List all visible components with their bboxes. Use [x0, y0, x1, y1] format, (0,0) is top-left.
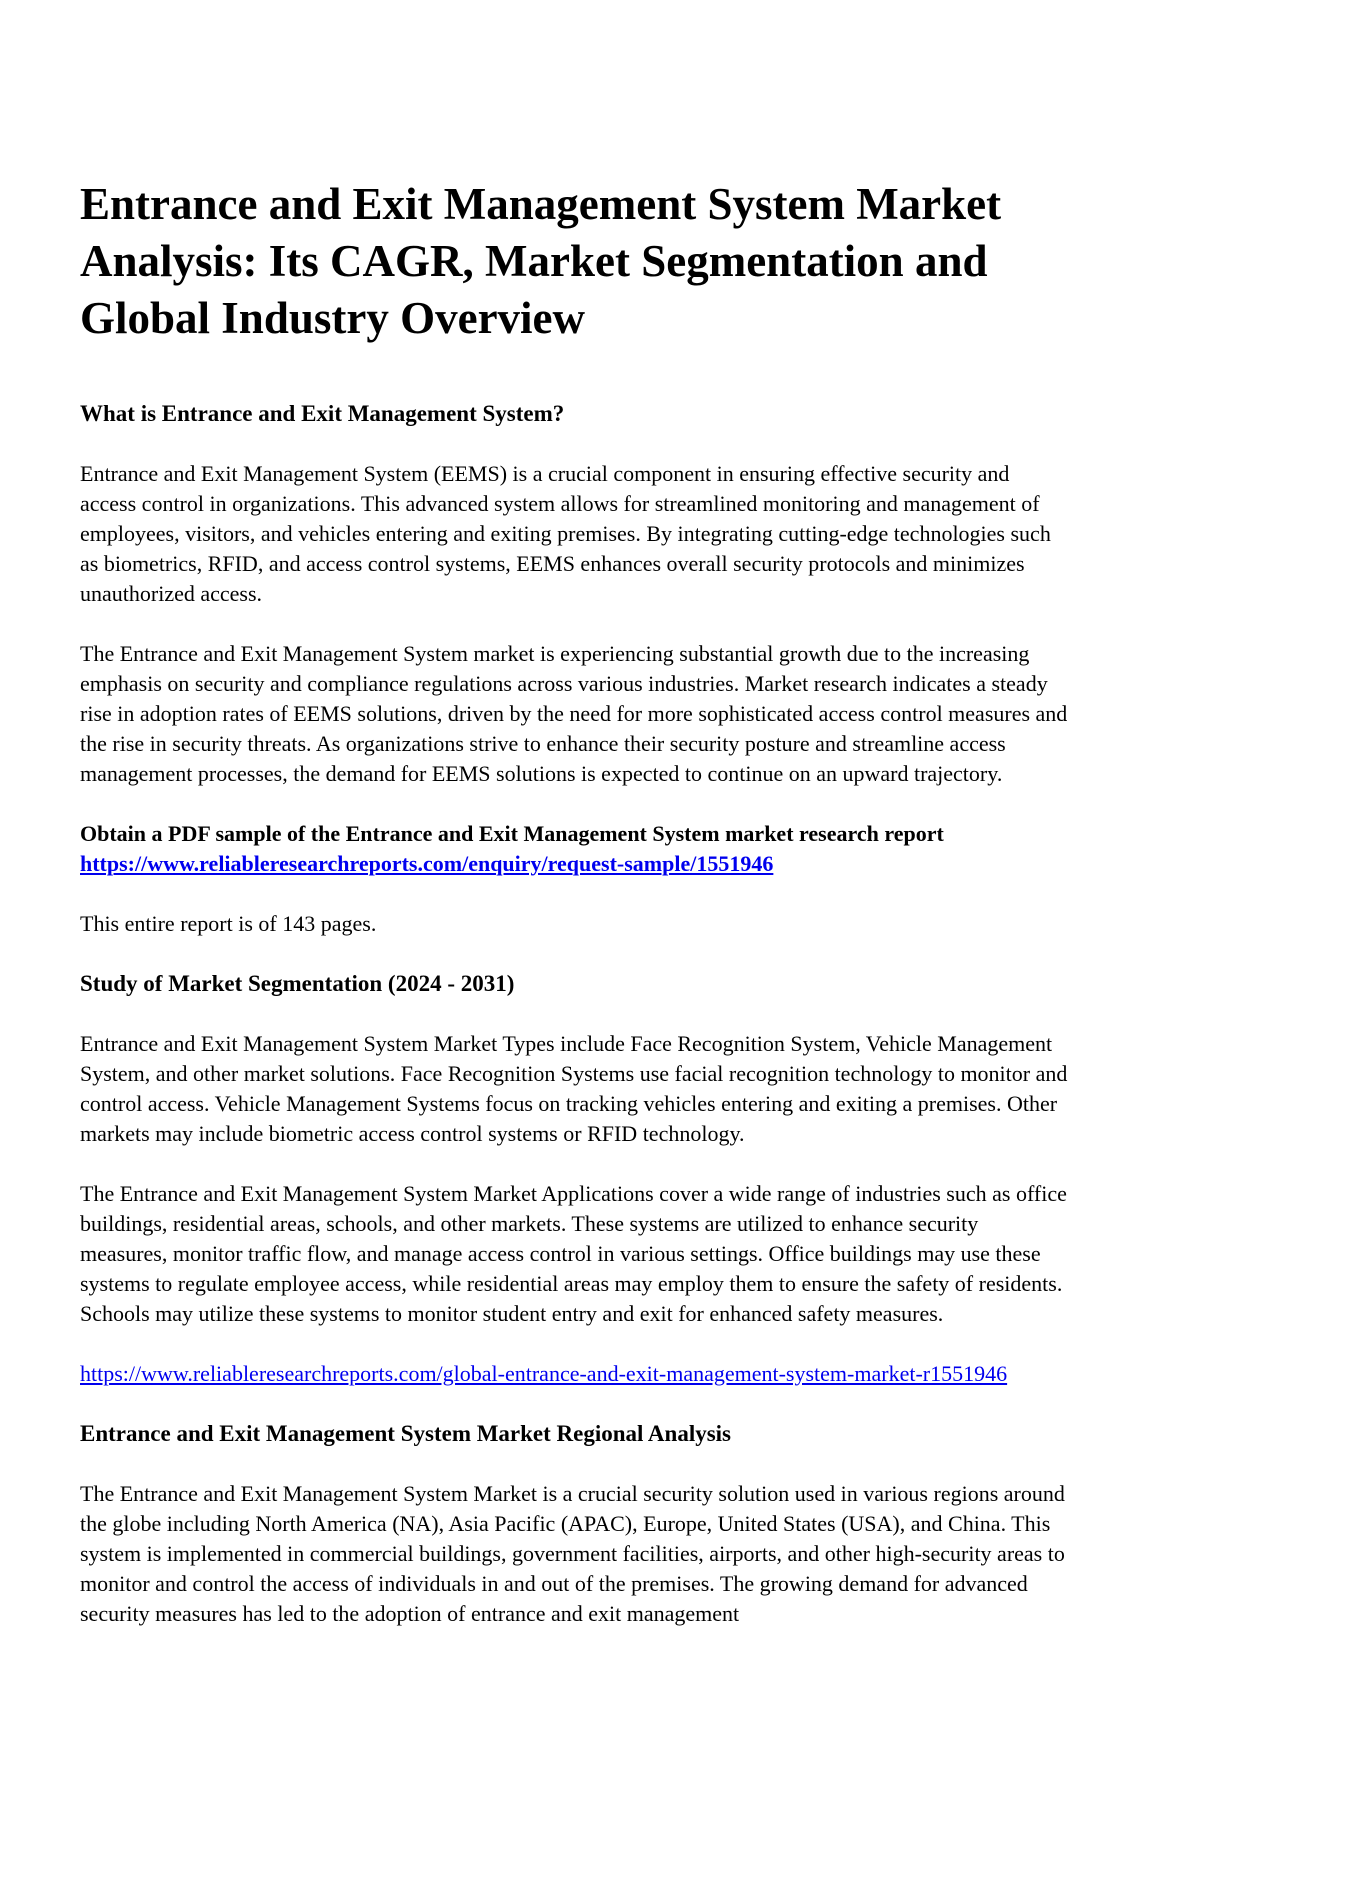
heading-regional: Entrance and Exit Management System Market Regional Analysis — [80, 1421, 732, 1446]
pages-note: This entire report is of 143 pages. — [80, 911, 377, 936]
paragraph-market-growth: The Entrance and Exit Management System market is experiencing substantial growth due to the increasing emphasis on security and compliance regulations across various industries. Market research indicates a steady rise in adoption rates of EEMS solutions, driven by the need for more sophisticated access control measures and the rise in security threats. As organizations strive to enhance their security posture and streamline access management processes, the demand for EEMS solutions is expected to continue on an upward trajectory. — [80, 641, 1068, 786]
report-content — [80, 0, 1070, 1629]
sample-request-link[interactable]: https://www.reliableresearchreports.com/enquiry/request-sample/1551946 — [80, 851, 774, 876]
paragraph-eems-definition: Entrance and Exit Management System (EEMS) is a crucial component in ensuring effective security and access control in organizations. This advanced system allows for streamlined monitoring and management of employees, visitors, and vehicles entering and exiting premises. By integrating cutting-edge technologies such as biometrics, RFID, and access control systems, EEMS enhances overall security protocols and minimizes unauthorized access. — [80, 461, 1051, 606]
paragraph-market-applications: The Entrance and Exit Management System Market Applications cover a wide range of industries such as office buildings, residential areas, schools, and other markets. These systems are utilized to enhance security measures, monitor traffic flow, and manage access control in various settings. Office buildings may use these systems to regulate employee access, while residential areas may employ them to ensure the safety of residents. Schools may utilize these systems to monitor student entry and exit for enhanced safety measures. — [80, 1181, 1067, 1326]
page-title: Entrance and Exit Management System Market Analysis: Its CAGR, Market Segmentation and Global Industry Overview — [80, 179, 1002, 343]
heading-segmentation: Study of Market Segmentation (2024 - 2031) — [80, 971, 515, 996]
sample-cta — [80, 819, 1070, 879]
paragraph-market-types: Entrance and Exit Management System Market Types include Face Recognition System, Vehicle Management System, and other market solutions. Face Recognition Systems use facial recognition technology to monitor and control access. Vehicle Management Systems focus on tracking vehicles entering and exiting a premises. Other markets may include biometric access control systems or RFID technology. — [80, 1031, 1068, 1146]
paragraph-regional: The Entrance and Exit Management System Market is a crucial security solution used in various regions around the globe including North America (NA), Asia Pacific (APAC), Europe, United States (USA), and China. This system is implemented in commercial buildings, government facilities, airports, and other high-security areas to monitor and control the access of individuals in and out of the premises. The growing demand for advanced security measures has led to the adoption of entrance and exit management — [80, 1481, 1065, 1626]
heading-what-is: What is Entrance and Exit Management System? — [80, 401, 565, 426]
report-link[interactable]: https://www.reliableresearchreports.com/global-entrance-and-exit-management-system-market-r1551946 — [80, 1361, 1008, 1386]
report-link-row — [80, 1359, 1070, 1389]
sample-cta-text: Obtain a PDF sample of the Entrance and Exit Management System market research report — [80, 821, 944, 846]
